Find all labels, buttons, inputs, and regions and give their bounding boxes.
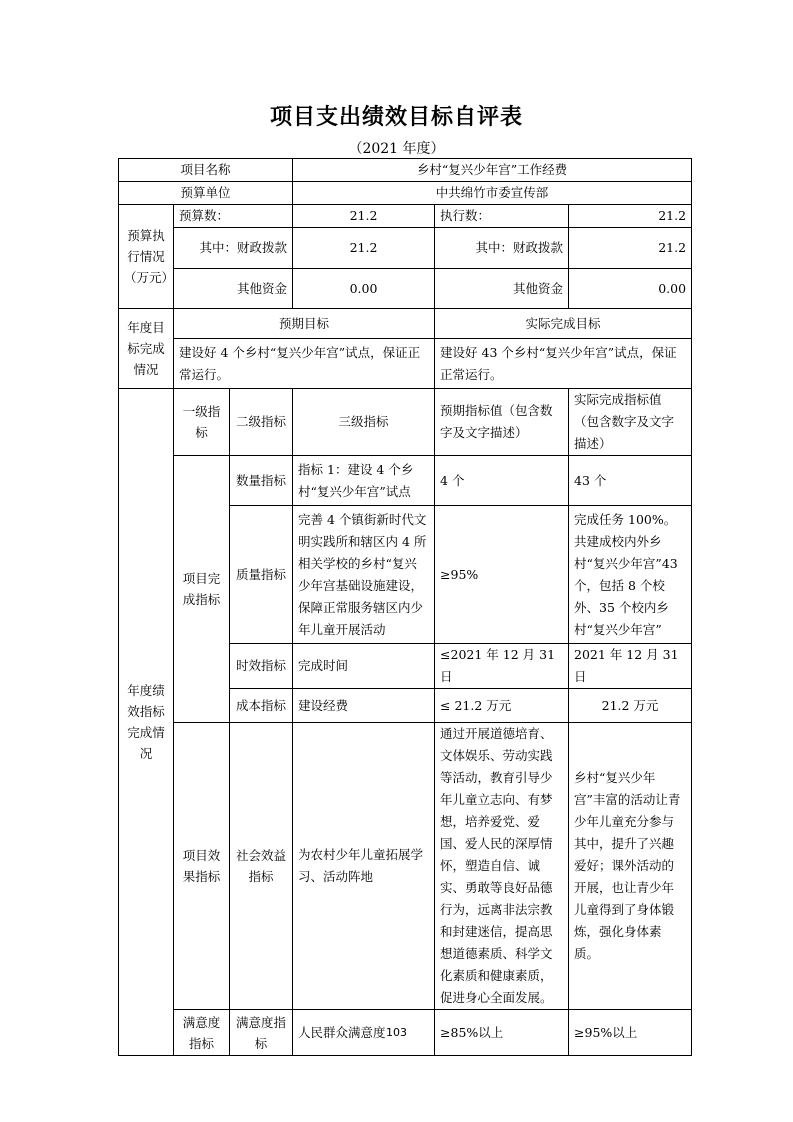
self-evaluation-table — [118, 158, 692, 1056]
fiscal-allocation-exec: 21.2 — [569, 228, 692, 269]
actual-goal-text: 建设好 43 个乡村“复兴少年宫”试点，保证正常运行。 — [435, 339, 692, 389]
level3-cell: 完善 4 个镇街新时代文明实践所和辖区内 4 所相关学校的乡村“复兴少年宫基础设施建设，保障正常服务辖区内少年儿童开展活动 — [293, 506, 435, 644]
fiscal-allocation-row — [119, 228, 692, 269]
table-row — [119, 723, 692, 1010]
expected-value-header: 预期指标值（包含数字及文字描述） — [435, 389, 569, 456]
executed-amount-label: 执行数： — [435, 205, 569, 228]
actual-cell: ≥95%以上 — [569, 1010, 692, 1056]
level3-header: 三级指标 — [293, 389, 435, 456]
other-funds-exec-label: 其他资金 — [435, 269, 569, 309]
expected-goal-text: 建设好 4 个乡村“复兴少年宫”试点，保证正常运行。 — [174, 339, 435, 389]
expected-cell: ≤ 21.2 万元 — [435, 689, 569, 723]
performance-section-label: 年度绩效指标完成情况 — [119, 389, 174, 1056]
fiscal-allocation-exec-label: 其中：财政拨款 — [435, 228, 569, 269]
level2-cell: 数量指标 — [230, 456, 293, 506]
other-funds-budget: 0.00 — [293, 269, 435, 309]
completion-indicator-label: 项目完成指标 — [174, 456, 230, 723]
actual-value-header: 实际完成指标值（包含数字及文字描述） — [569, 389, 692, 456]
budget-section-label: 预算执行情况（万元） — [119, 205, 174, 309]
actual-goal-header: 实际完成目标 — [435, 309, 692, 339]
level1-header: 一级指标 — [174, 389, 230, 456]
effect-indicator-label: 项目效果指标 — [174, 723, 230, 1010]
expected-cell: 通过开展道德培育、文体娱乐、劳动实践等活动，教育引导少年儿童立志向、有梦想，培养爱党、爱国、爱人民的深厚情怀，塑造自信、诚实、勇敢等良好品德行为，远离非法宗教和封建迷信，提高思想道德素质、科学文化素质和健康素质，促进身心全面发展。 — [435, 723, 569, 1010]
actual-cell: 乡村“复兴少年宫”丰富的活动让青少年儿童充分参与其中，提升了兴趣爱好；课外活动的开展，也让青少年儿童得到了身体锻炼，强化身体素质。 — [569, 723, 692, 1010]
satisfaction-indicator-label: 满意度指标 — [174, 1010, 230, 1056]
performance-header-row — [119, 389, 692, 456]
level3-cell: 为农村少年儿童拓展学习、活动阵地 — [293, 723, 435, 1010]
level2-cell: 质量指标 — [230, 506, 293, 644]
level3-cell: 完成时间 — [293, 644, 435, 689]
expected-cell: ≥95% — [435, 506, 569, 644]
other-funds-row — [119, 269, 692, 309]
budget-amount-value: 21.2 — [293, 205, 435, 228]
level2-cell: 成本指标 — [230, 689, 293, 723]
level3-cell: 建设经费 — [293, 689, 435, 723]
table-row — [119, 456, 692, 506]
project-name-label: 项目名称 — [119, 159, 293, 182]
expected-goal-header: 预期目标 — [174, 309, 435, 339]
level3-cell: 人民群众满意度 — [293, 1010, 435, 1056]
annual-goal-section-label: 年度目标完成情况 — [119, 309, 174, 389]
year-label: （2021 年度） — [348, 141, 445, 157]
level2-cell: 时效指标 — [230, 644, 293, 689]
fiscal-allocation-label: 其中：财政拨款 — [174, 228, 293, 269]
annual-goal-row — [119, 339, 692, 389]
level2-cell: 社会效益指标 — [230, 723, 293, 1010]
expected-cell: ≤2021 年 12 月 31 日 — [435, 644, 569, 689]
expected-cell: 4 个 — [435, 456, 569, 506]
actual-cell: 完成任务 100%。共建成校内外乡村“复兴少年宫”43 个，包括 8 个校外、35 个校内乡村“复兴少年宫” — [569, 506, 692, 644]
page-number: 103 — [386, 1026, 407, 1039]
project-name-row — [119, 159, 692, 182]
page-title: 项目支出绩效目标自评表 — [269, 105, 523, 130]
executed-amount-value: 21.2 — [569, 205, 692, 228]
actual-cell: 2021 年 12 月 31 日 — [569, 644, 692, 689]
budget-amount-label: 预算数： — [174, 205, 293, 228]
expected-cell: ≥85%以上 — [435, 1010, 569, 1056]
annual-goal-header-row — [119, 309, 692, 339]
budget-unit-label: 预算单位 — [119, 182, 293, 205]
other-funds-label: 其他资金 — [174, 269, 293, 309]
level3-cell: 指标 1：建设 4 个乡村“复兴少年宫”试点 — [293, 456, 435, 506]
project-name-value: 乡村“复兴少年宫”工作经费 — [293, 159, 692, 182]
actual-cell: 21.2 万元 — [569, 689, 692, 723]
level2-cell: 满意度指标 — [230, 1010, 293, 1056]
fiscal-allocation-budget: 21.2 — [293, 228, 435, 269]
level2-header: 二级指标 — [230, 389, 293, 456]
budget-unit-value: 中共绵竹市委宣传部 — [293, 182, 692, 205]
budget-total-row — [119, 205, 692, 228]
other-funds-exec: 0.00 — [569, 269, 692, 309]
actual-cell: 43 个 — [569, 456, 692, 506]
budget-unit-row — [119, 182, 692, 205]
